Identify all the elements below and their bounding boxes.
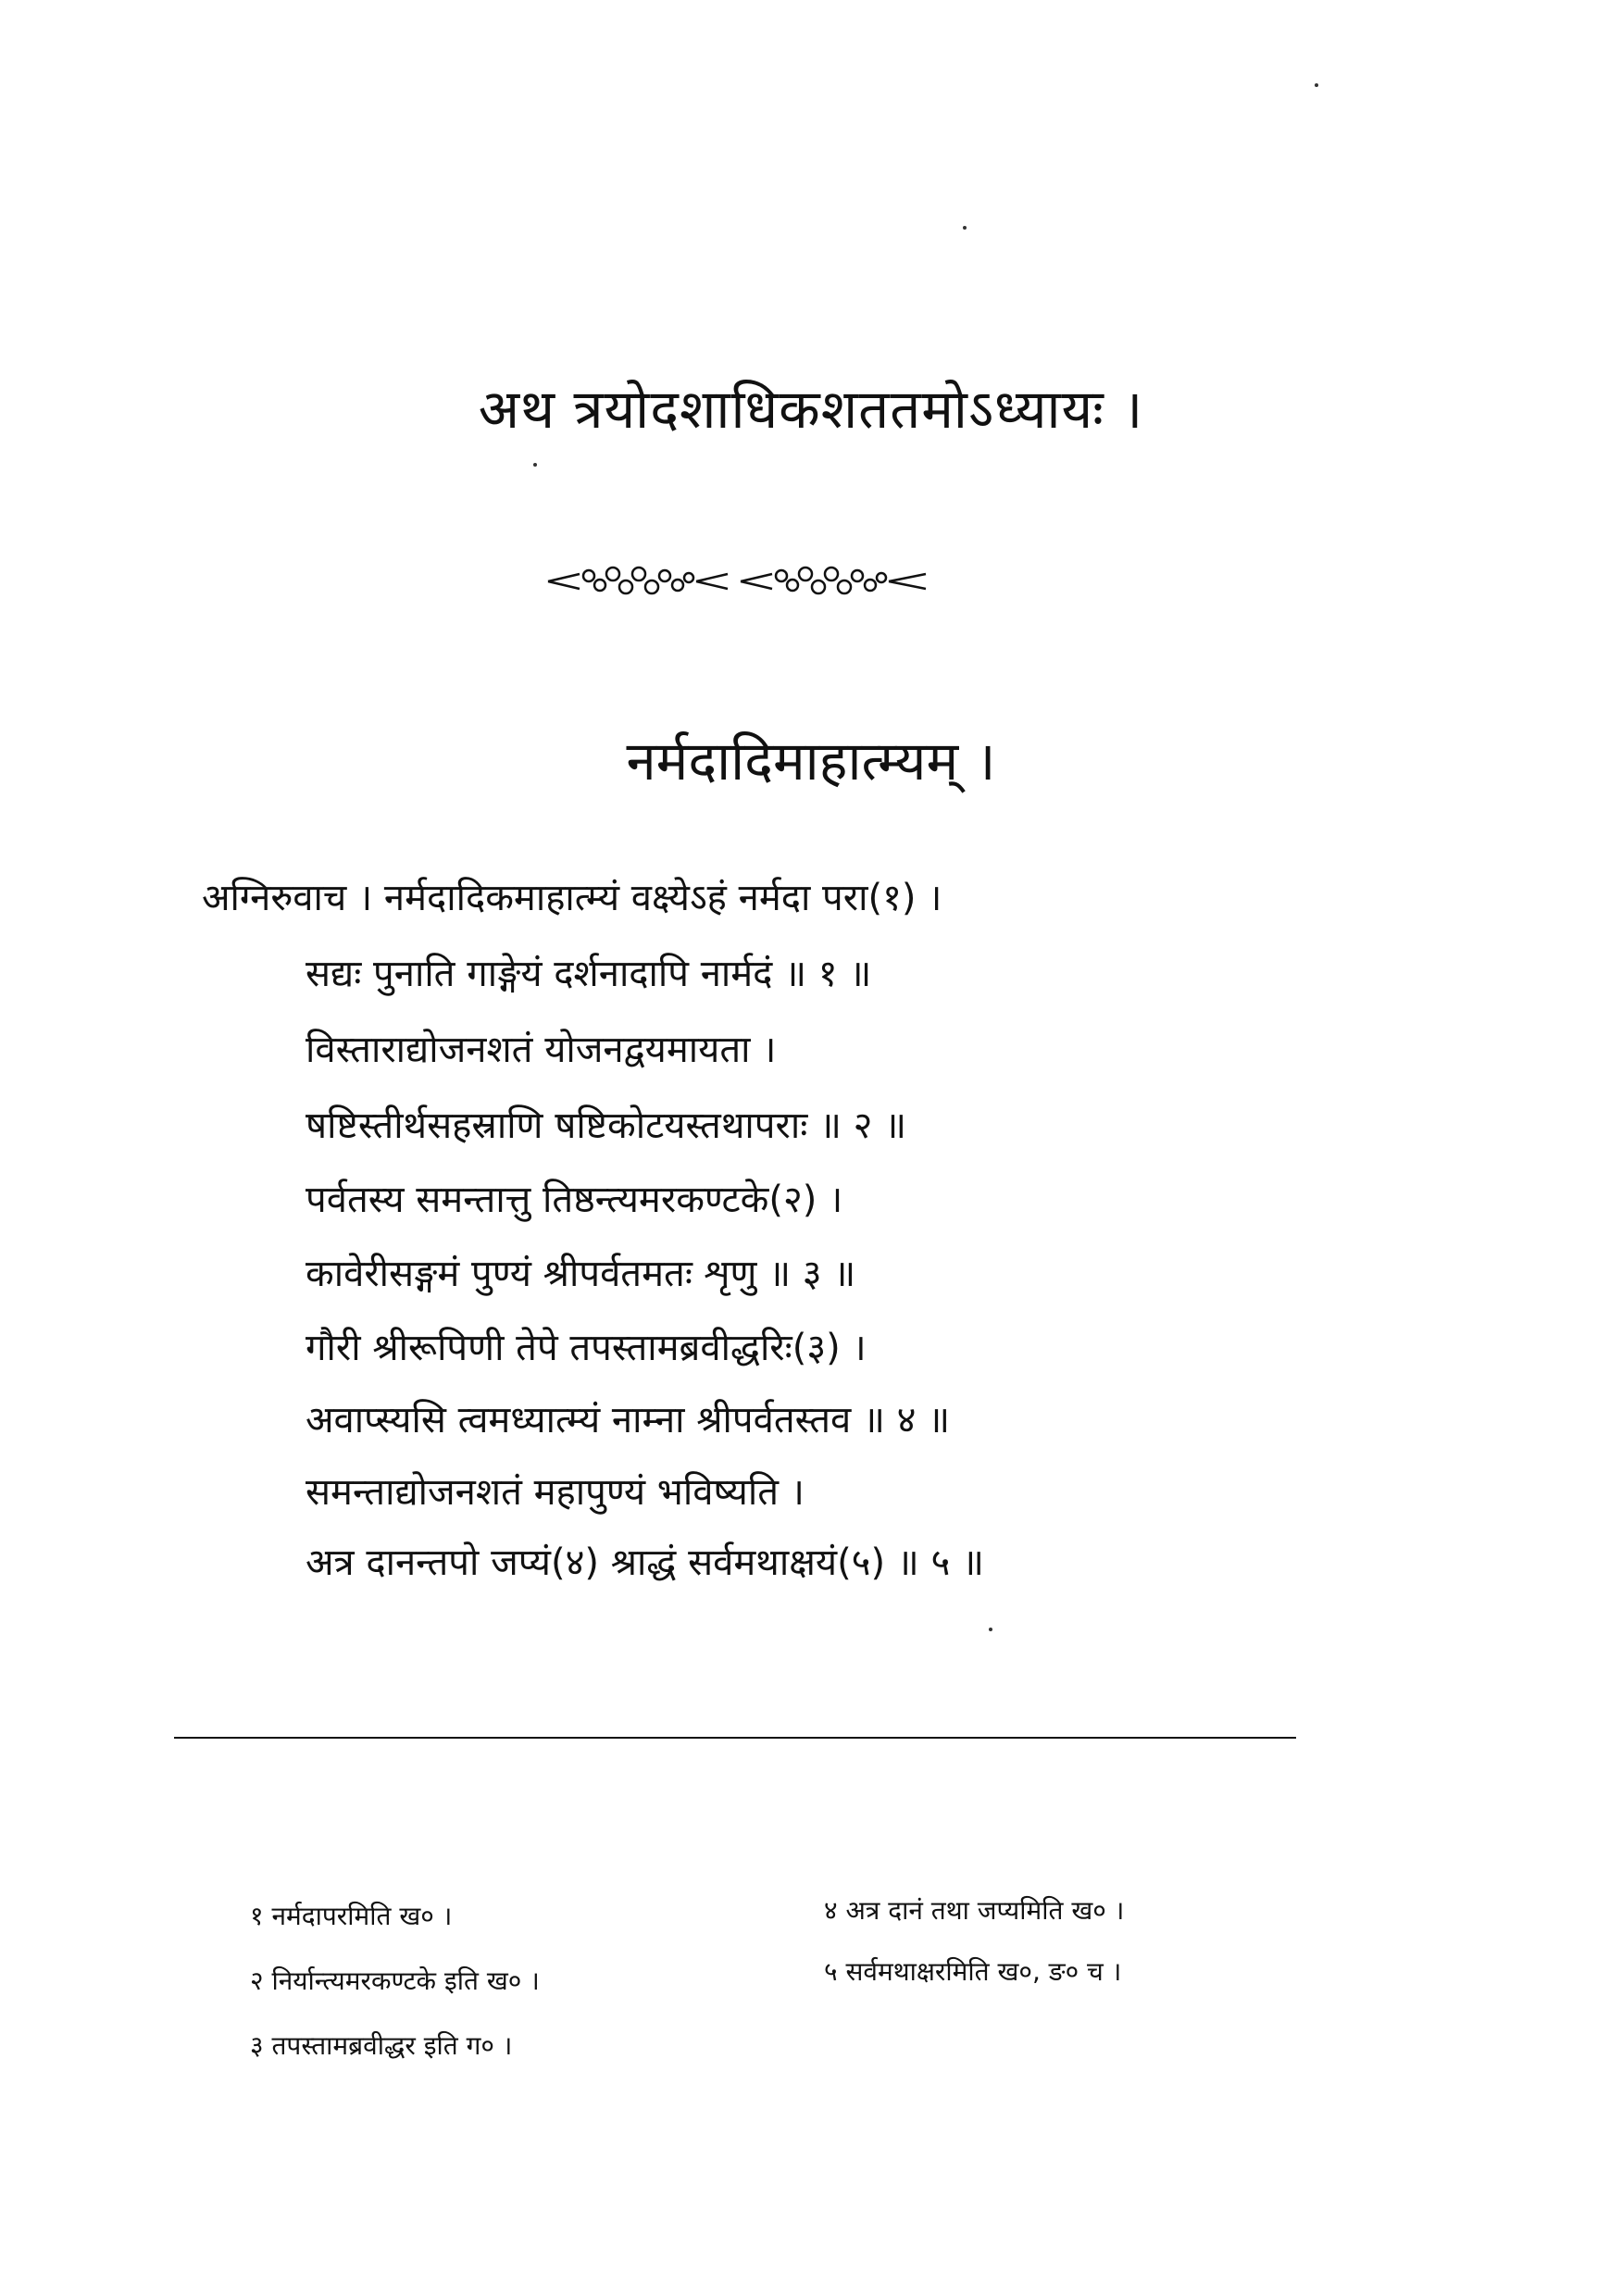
footnote: ४ अत्र दानं तथा जप्यमिति ख० । — [824, 1895, 1125, 1926]
verse-line: सद्यः पुनाति गाङ्गेयं दर्शनादापि नार्मदं ॥ १ ॥ — [306, 953, 872, 995]
verse-line: षष्टिस्तीर्थसहस्राणि षष्टिकोटयस्तथापराः ॥ २ ॥ — [306, 1104, 907, 1147]
verse-line: विस्ताराद्योजनशतं योजनद्वयमायता । — [306, 1029, 777, 1071]
footnote: ५ सर्वमथाक्षरमिति ख०, ङ० च । — [824, 1956, 1122, 1987]
verse-line: गौरी श्रीरूपिणी तेपे तपस्तामब्रवीद्धरिः(३) । — [306, 1327, 867, 1369]
footnote: २ निर्यान्त्यमरकण्टके इति ख० । — [250, 1965, 540, 1996]
ornament-divider — [543, 554, 931, 609]
verse-line: कावेरीसङ्गमं पुण्यं श्रीपर्वतमतः शृणु ॥ ३ ॥ — [306, 1253, 856, 1295]
scan-speck — [1315, 83, 1318, 87]
scan-speck — [989, 1628, 992, 1631]
footnote-separator — [174, 1737, 1296, 1739]
verse-line: अग्निरुवाच । नर्मदादिकमाहात्म्यं वक्ष्येऽहं नर्मदा परा(१) । — [202, 877, 942, 919]
footnote: ३ तपस्तामब्रवीद्धर इति ग० । — [250, 2030, 513, 2061]
verse-line: अवाप्स्यसि त्वमध्यात्म्यं नाम्ना श्रीपर्वतस्तव ॥ ४ ॥ — [306, 1399, 951, 1441]
verse-line: पर्वतस्य समन्तात्तु तिष्ठन्त्यमरकण्टके(२) । — [306, 1179, 843, 1221]
footnote: १ नर्मदापरमिति ख० । — [250, 1901, 453, 1931]
chapter-heading: अथ त्रयोदशाधिकशततमोऽध्यायः । — [478, 378, 1144, 441]
section-title: नर्मदादिमाहात्म्यम् । — [626, 730, 996, 792]
scan-speck — [533, 463, 537, 467]
verse-line: अत्र दानन्तपो जप्यं(४) श्राद्धं सर्वमथाक्षयं(५) ॥ ५ ॥ — [306, 1541, 984, 1584]
verse-line: समन्ताद्योजनशतं महापुण्यं भविष्यति । — [306, 1471, 805, 1514]
scan-speck — [963, 226, 967, 230]
